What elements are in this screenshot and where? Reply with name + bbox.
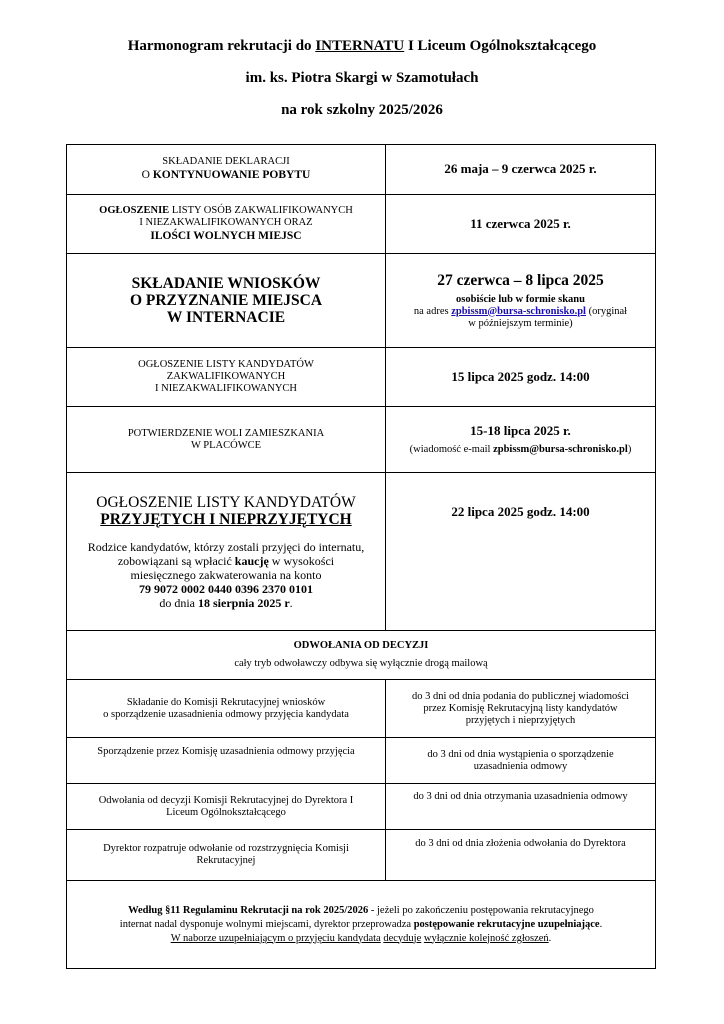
date-cell <box>386 407 656 473</box>
table-row <box>67 784 656 830</box>
email-link[interactable]: zpbissm@bursa-schronisko.pl <box>451 305 586 317</box>
footer-line: W naborze uzupełniającym o przyjęciu kandydata decyduje wyłącznie kolejność zgłoszeń. <box>170 932 552 944</box>
date-cell: 15 lipca 2025 godz. 14:00 <box>386 348 656 407</box>
info-text: miesięcznego zakwaterowania na konto <box>130 567 322 582</box>
table-row <box>67 473 656 631</box>
appeals-subheader: cały tryb odwoławczy odbywa się wyłącznie drogą mailową <box>234 658 488 669</box>
info-text: do dnia 18 sierpnia 2025 r. <box>159 595 293 610</box>
stage-text: O PRZYZNANIE MIEJSCA <box>129 292 323 309</box>
appeals-header-row <box>67 631 656 680</box>
footer-row <box>67 881 656 969</box>
title-line-2: im. ks. Piotra Skargi w Szamotułach <box>245 70 479 86</box>
bank-account: 79 9072 0002 0440 0396 2370 0101 <box>139 581 313 596</box>
stage-text: I NIEZAKWALIFIKOWANYCH ORAZ <box>139 216 313 228</box>
note-text: w późniejszym terminie) <box>468 317 573 329</box>
table-row <box>67 738 656 784</box>
table-row <box>67 680 656 738</box>
schedule-table <box>66 144 656 969</box>
deadline-cell: do 3 dni od dnia wystąpienia o sporządzenie uzasadnienia odmowy <box>386 738 656 784</box>
stage-text: O KONTYNUOWANIE POBYTU <box>141 169 311 181</box>
title-text: I Liceum Ogólnokształcącego <box>404 38 597 54</box>
footer-line: Według §11 Regulaminu Rekrutacji na rok 2025/2026 - jeżeli po zakończeniu postępowania rekrutacyjnego <box>128 904 594 916</box>
table-row <box>67 830 656 881</box>
step-cell: Sporządzenie przez Komisję uzasadnienia odmowy przyjęcia <box>67 738 386 784</box>
note-text: osobiście lub w formie skanu <box>456 293 585 305</box>
info-text: zobowiązani są wpłacić kaucję w wysokości <box>117 553 335 568</box>
title-text: Harmonogram rekrutacji do <box>127 38 316 54</box>
stage-text: ZAKWALIFIKOWANYCH <box>166 371 286 382</box>
title-line-3: na rok szkolny 2025/2026 <box>281 102 443 118</box>
date-cell: 22 lipca 2025 godz. 14:00 <box>386 473 656 631</box>
footer-line: internat nadal dysponuje wolnymi miejscami, dyrektor przeprowadza postępowanie rekrutacyjne uzupełniające. <box>119 918 603 930</box>
deadline-cell: do 3 dni od dnia podania do publicznej wiadomości przez Komisję Rekrutacyjną listy kandydatów przyjętych i nieprzyjętych <box>386 680 656 738</box>
title-line-1 <box>0 36 724 57</box>
table-row <box>67 348 656 407</box>
stage-cell <box>67 473 386 631</box>
stage-cell <box>67 195 386 254</box>
stage-text: OGŁOSZENIE LISTY KANDYDATÓW <box>138 359 314 370</box>
document-title <box>0 36 724 121</box>
title-underlined: INTERNATU <box>315 38 405 54</box>
note-text: (wiadomość e-mail zpbissm@bursa-schronisko.pl) <box>409 443 632 455</box>
date-text: 27 czerwca – 8 lipca 2025 <box>437 271 604 289</box>
footer-cell <box>67 881 656 969</box>
table-row <box>67 407 656 473</box>
stage-text: POTWIERDZENIE WOLI ZAMIESZKANIA <box>127 427 325 439</box>
stage-text: PRZYJĘTYCH I NIEPRZYJĘTYCH <box>100 510 352 528</box>
stage-text: OGŁOSZENIE LISTY KANDYDATÓW <box>96 493 356 511</box>
appeals-header: ODWOŁANIA OD DECYZJI <box>293 640 429 651</box>
info-text: Rodzice kandydatów, którzy zostali przyjęci do internatu, <box>87 539 365 554</box>
date-cell <box>386 254 656 348</box>
stage-text: SKŁADANIE DEKLARACJI <box>162 156 290 167</box>
stage-cell <box>67 145 386 195</box>
step-cell: Składanie do Komisji Rekrutacyjnej wniosków o sporządzenie uzasadnienia odmowy przyjęcia kandydata <box>67 680 386 738</box>
table-row <box>67 145 656 195</box>
deadline-cell: do 3 dni od dnia złożenia odwołania do Dyrektora <box>386 830 656 881</box>
deadline-cell: do 3 dni od dnia otrzymania uzasadnienia odmowy <box>386 784 656 830</box>
appeals-header-cell <box>67 631 656 680</box>
table-row <box>67 195 656 254</box>
stage-cell <box>67 348 386 407</box>
stage-text: SKŁADANIE WNIOSKÓW <box>131 275 321 292</box>
date-text: 15-18 lipca 2025 r. <box>470 422 571 438</box>
stage-text: I NIEZAKWALIFIKOWANYCH <box>154 383 298 394</box>
stage-text: W INTERNACIE <box>166 309 286 326</box>
step-cell: Odwołania od decyzji Komisji Rekrutacyjnej do Dyrektora I Liceum Ogólnokształcącego <box>67 784 386 830</box>
step-cell: Dyrektor rozpatruje odwołanie od rozstrzygnięcia Komisji Rekrutacyjnej <box>67 830 386 881</box>
stage-text: W PLACÓWCE <box>190 439 262 451</box>
date-cell: 11 czerwca 2025 r. <box>386 195 656 254</box>
stage-cell <box>67 254 386 348</box>
note-text: na adres zpbissm@bursa-schronisko.pl (oryginał <box>413 305 628 317</box>
table-row <box>67 254 656 348</box>
stage-cell <box>67 407 386 473</box>
date-cell: 26 maja – 9 czerwca 2025 r. <box>386 145 656 195</box>
stage-text: ILOŚCI WOLNYCH MIEJSC <box>150 229 302 242</box>
stage-text: OGŁOSZENIE LISTY OSÓB ZAKWALIFIKOWANYCH <box>99 204 353 216</box>
